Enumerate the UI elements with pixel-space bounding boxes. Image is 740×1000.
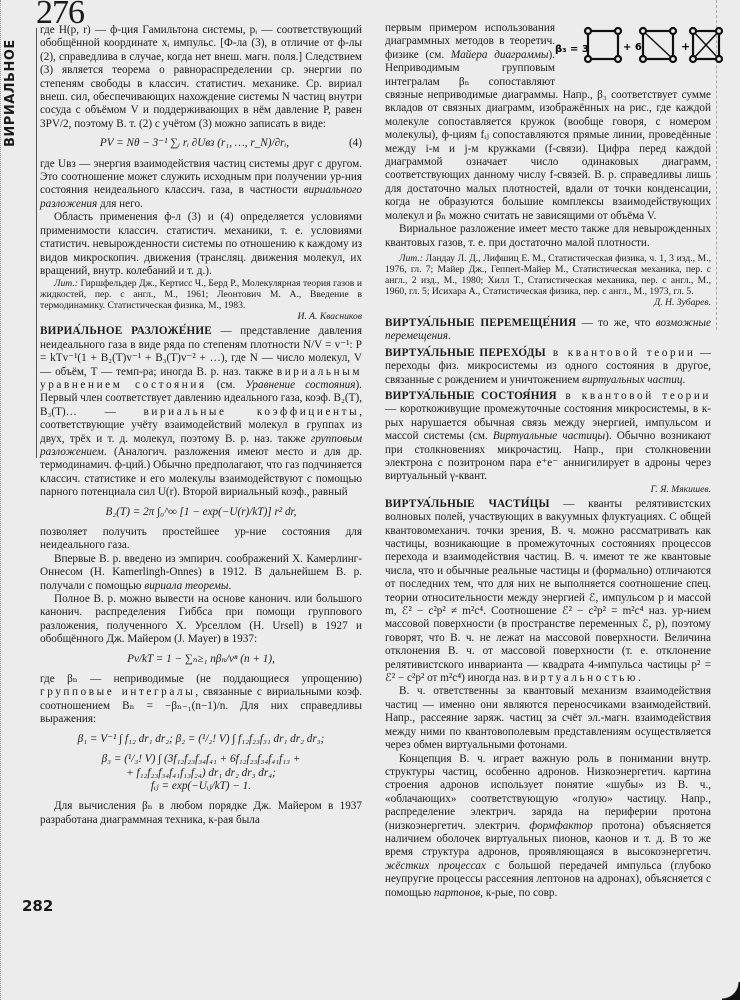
spaced-term: вириальные коэффициенты — [143, 405, 360, 418]
formula-text: PV = Nθ − 3⁻¹ ∑ᵢ rᵢ ∂Uвз (r₁, …, r_N)/∂rᵢ, — [99, 137, 290, 150]
top-page-number: 276 — [36, 0, 84, 31]
entry-virial-expansion: ВИРИА́ЛЬНОЕ РАЗЛОЖЕ́НИЕ — представление давления неидеального газа в виде ряда по степеням плотности N/V = v⁻¹: P = kTv⁻¹(1 + B₂(T)v⁻¹ + B₃(T)v⁻² + …), где N — число молекул, V — объём, T — темп-ра; иногда В. р. наз. также вириальным уравнением состояния (см. Уравнение состояния). Первый член соответствует давлению идеального газа, коэф. B₂(T), B₃(T)… — вириальные коэффициенты, соответствующие учёту взаимодействий молекул в группах из двух, трёх и т. д. молекул, поэтому В. р. наз. также групповым разложением. (Аналогич. разложения имеют место и для др. термодинамич. ф-ций.) Обычно предполагают, что газ подчиняется классич. статистике и его молекулы взаимодействуют с помощью парного потенциала сил U(r). Второй вириальный коэф., равный — [40, 325, 363, 499]
author-signature: Д. Н. Зубарев. — [654, 296, 711, 308]
entry-virtual-displacements: ВИРТУА́ЛЬНЫЕ ПЕРЕМЕЩЕ́НИЯ — то же, что возможные перемещения. — [385, 316, 711, 343]
paragraph: Область применения ф-л (3) и (4) определяется условиями применимости классич. статистич. механики, т. е. условиями статистич. невырожденности системы по отношению к каждому из видов микроскопич. движения (трансляц. движения молекул, их вращений, внутр. колебаний и т. д.). — [40, 211, 362, 277]
paragraph: Концепция В. ч. играет важную роль в понимании внутр. структуры частиц, особенно адронов. Низкоэнергетич. картина строения адронов использует понятие «шубы» из В. ч., «облачающих» соответствующую «голую» частицу. Напр., распределение электрич. заряда на периферии протона (низкоэнергетич. электрич. формфактор протона) объясняется наличием оболочек виртуальных пионов, каонов и т. д. В то же время структура адронов, проявляющаяся в высокоэнергетич. жёстких процессах с большой передачей импульса (глубоко неупругие процессы рассеяния лептонов на адронах), объясняется с помощью партонов, к-рые, по совр. — [385, 752, 711, 899]
entry-virtual-transitions: ВИРТУА́ЛЬНЫЕ ПЕРЕХО́ДЫ в квантовой теории — переходы физ. микросистемы из одного состояния в другое, связанные с рождением и уничтожением виртуальных частиц. — [385, 346, 711, 386]
cross-reference-link[interactable]: партонов — [433, 886, 481, 899]
literature-list: Лит.: Ландау Л. Д., Лифшиц Е. М., Статистическая физика, ч. 1, 3 изд., М., 1976, гл. 7; Майер Дж., Геппert-Майер М., Статистическая механика, пер. с англ., 2 изд., М., 1980; Хилл Т., Статистическая механика, пер. с англ., М., 1960, гл. 5; Исихара А., Статистическая физика, пер. с англ., М., 1973, гл. 5. — [385, 252, 711, 297]
bottom-page-number: 282 — [22, 897, 54, 915]
page-corner-shadow — [722, 982, 740, 1000]
literature-list: Лит.: Гиршфельдер Дж., Кертисс Ч., Берд Р., Молекулярная теория газов и жидкостей, пер. с англ., М., 1961; Леонтович М. А., Введение в термодинамику. Статистическая физика, М., 1983. — [40, 278, 362, 312]
author-signature: Г. Я. Мякишев. — [650, 483, 711, 495]
spaced-term: вириальным уравнением состояния — [40, 365, 362, 391]
formula-beta3-line2: + f₁₂f₂₃f₃₄f₄₁f₁₃f₂₄) dr₁ dr₂ dr₃ dr₄; — [126, 766, 276, 779]
diagram-square-two-diagonals — [690, 28, 722, 62]
paragraph: В. ч. ответственны за квантовый механизм взаимодействия частиц — именно они являются переносчиками взаимодействий. Напр., рассеяние заряж. частиц за счёт эл.-магн. взаимодействия между ними по квантовополевым представлениям осуществляется через обмен виртуальными фотонами. — [385, 685, 711, 752]
paragraph: где βₙ — неприводимые (не поддающиеся упрощению) групповые интегралы, связанные с вириальными коэф. соотношением Bₙ = −βₙ₋₁(n−1)/n. Для них справедливы выражения: — [40, 673, 362, 726]
entry-title: ВИРТУА́ЛЬНЫЕ ЧАСТИ́ЦЫ — [385, 497, 550, 510]
spaced-term: виртуальностью — [523, 672, 638, 685]
section-bar — [36, 28, 38, 458]
formula-beta3-line1: β₃ = (¹/₃! V) ∫ (3f₁₂f₂₃f₃₄f₄₁ + 6f₁₂f₂₃f₃₄f₄₁f₁₃ + — [101, 753, 301, 766]
formula-4 — [40, 137, 362, 150]
cross-reference-link[interactable]: вириального разложения — [40, 184, 362, 210]
author-signature: И. А. Квасников — [297, 311, 362, 323]
entry-title: ВИРИА́ЛЬНОЕ РАЗЛОЖЕ́НИЕ — [40, 325, 212, 338]
spaced-term: в квантовой теории — [545, 346, 696, 359]
paragraph: Для вычисления βₙ в любом порядке Дж. Майером в 1937 разработана диаграммная техника, к-рая была — [40, 800, 362, 826]
diagram-square-one-diagonal — [640, 28, 676, 62]
formula-b2: B₂(T) = 2π ∫₀^∞ [1 − exp(−U(r)/kT)] r² dr, — [105, 505, 297, 518]
left-column — [40, 24, 362, 827]
mayer-diagram-figure — [555, 22, 711, 74]
cross-reference-link[interactable]: виртуальных частиц — [582, 373, 683, 386]
cross-reference-link[interactable]: жёстких процессах — [385, 859, 486, 872]
paragraph: Вириальное разложение имеет место также для невырожденных квантовых газов, т. е. при достаточно малой плотности. — [385, 223, 711, 249]
running-head-label: ВИРИАЛЬНОЕ — [3, 39, 18, 147]
paragraph: где H(p, r) — ф-ция Гамильтона системы, pᵢ — соответствующий обобщённой координате xᵢ импульс. [Ф-ла (3), в отличие от ф-лы (2), справедлива в случае, когда нет внеш. магн. поля.] Следствием (3) является теорема о равнораспределении ср. энергии по степеням свободы в классич. статистич. механике. Ср. вириал внеш. сил, обеспечивающих нахождение системы N частиц внутри сосуда с объёмом V и поддерживающих в нём давление P, равен 3PV/2, поэтому В. т. (2) с учётом (3) можно записать в виде: — [40, 24, 362, 130]
formula-fij: fᵢⱼ = exp(−Uᵢⱼ/kT) − 1. — [150, 779, 252, 792]
formula-beta1-beta2: β₁ = V⁻¹ ∫ f₁₂ dr₁ dr₂; β₂ = (¹/₂! V) ∫ f₁₂f₂₃f₃₁ dr₁ dr₂ dr₃; — [77, 732, 325, 745]
paragraph: позволяет получить простейшее ур-ние состояния для неидеального газа. — [40, 526, 362, 552]
entry-title: ВИРТУА́ЛЬНЫЕ ПЕРЕМЕЩЕ́НИЯ — [385, 316, 577, 329]
page-edge — [0, 0, 3, 1000]
paragraph: первым примером использования диаграммных методов в теоретич. физике (см. Майера диаграммы). Неприводимым групповым интегралам βₙ сопоставляют связные неприводимые диаграммы. Напр., β₃ соответствует сумме вкладов от связных диаграмм, изображённых на рис., где каждой молекуле сопоставляется кружок (вообще говоря, с номером молекулы), ф-циям fᵢⱼ сопоставляются прямые линии, проведённые между i-м и j-м кружками (f-связи). Цифра перед каждой диаграммой означает число одинаковых диаграмм, соответствующих данному числу f-связей. В. р. справедливы лишь для достаточно малых плотностей, вдали от точки конденсации, когда не образуются большие комплексы взаимодействующих молекул и βₙ можно считать не зависящими от объёма V. — [385, 22, 711, 222]
paragraph: Впервые В. р. введено из эмпирич. соображений Х. Камерлинг-Оннесом (H. Kamerlingh-Onnes) в 1912. В дальнейшем В. р. получали с помощью вириала теоремы. — [40, 552, 362, 592]
entry-virtual-states: ВИРТУА́ЛЬНЫЕ СОСТОЯ́НИЯ в квантовой теории — короткоживущие промежуточные состояния микросистемы, в к-рых нарушается обычная связь между энергией, импульсом и массой системы (см. Виртуальные частицы). Обычно возникают при столкновениях микрочастиц. Напр., при столкновении электрона с позитроном пара e⁺e⁻ аннигилирует в адроны через виртуальный γ-квант. — [385, 389, 712, 483]
cross-reference-link[interactable]: Уравнение состояния — [245, 378, 356, 391]
cross-reference-link[interactable]: Майера диаграммы — [450, 48, 549, 61]
diagram-label: β₃ = 3 — [555, 44, 589, 55]
entry-title: ВИРТУА́ЛЬНЫЕ СОСТОЯ́НИЯ — [385, 389, 557, 402]
entry-title: ВИРТУА́ЛЬНЫЕ ПЕРЕХО́ДЫ — [385, 346, 546, 359]
diagram-plus: + — [681, 40, 691, 53]
formula-pv: Pv/kT = 1 − ∑ₙ≥₁ nβₙ/vⁿ (n + 1), — [127, 652, 275, 665]
spaced-term: групповые интегралы — [40, 686, 196, 699]
cross-reference-link[interactable]: формфактор — [529, 819, 593, 832]
cross-reference-link[interactable]: возможные перемещения — [385, 316, 711, 343]
paragraph: Полное В. р. можно вывести на основе канонич. или большого канонич. распределения Гиббса при помощи группового разложения, полученного Х. Урселлом (H. Ursell) в 1927 и обобщённого Дж. Майером (J. Mayer) в 1937: — [40, 593, 362, 646]
spaced-term: в квантовой теории — [556, 389, 712, 402]
cross-reference-link[interactable]: вириала теоремы — [144, 579, 229, 592]
diagram-square — [585, 28, 621, 62]
entry-virtual-particles: ВИРТУА́ЛЬНЫЕ ЧАСТИ́ЦЫ — кванты релятивистских волновых полей, участвующих в вакуумных флуктуациях. С общей квантовомеханич. точки зрения, В. ч. можно рассматривать как частицы, возникающие в промежуточных состояниях процессов перехода и взаимодействия частиц. В. ч. имеют те же квантовые числа, что и обычные реальные частицы и (формально) отличаются от последних тем, что для них не выполняется соотношение спец. теории относительности между энергией ℰ, импульсом p и массой m, ℰ² − c²p² ≠ m²c⁴. Соотношение ℰ² − c²p² = m²c⁴ наз. ур-нием массовой поверхности (в пространстве переменных ℰ, p), поэтому говорят, что В. ч. не лежат на массовой поверхности. Величина отклонения В. ч. от массовой поверхности (т. е. отклонение релятивистского инварианта — квадрата 4-импульса частицы p² = ℰ² − c²p² от m²c⁴) иногда наз. виртуальностью. — [385, 497, 711, 685]
formula-number: (4) — [348, 137, 362, 150]
cross-reference-link[interactable]: групповым разложением — [40, 432, 362, 458]
mayer-diagrams — [555, 22, 721, 74]
right-column — [385, 22, 711, 900]
paragraph: где Uвз — энергия взаимодействия частиц системы друг с другом. Это соотношение может служить исходным при получении ур-ния состояния неидеального классич. газа, в частности вириального разложения для него. — [40, 157, 362, 210]
diagram-coefficient-6: + 6 — [623, 42, 642, 53]
cross-reference-link[interactable]: Виртуальные частицы — [492, 430, 606, 443]
